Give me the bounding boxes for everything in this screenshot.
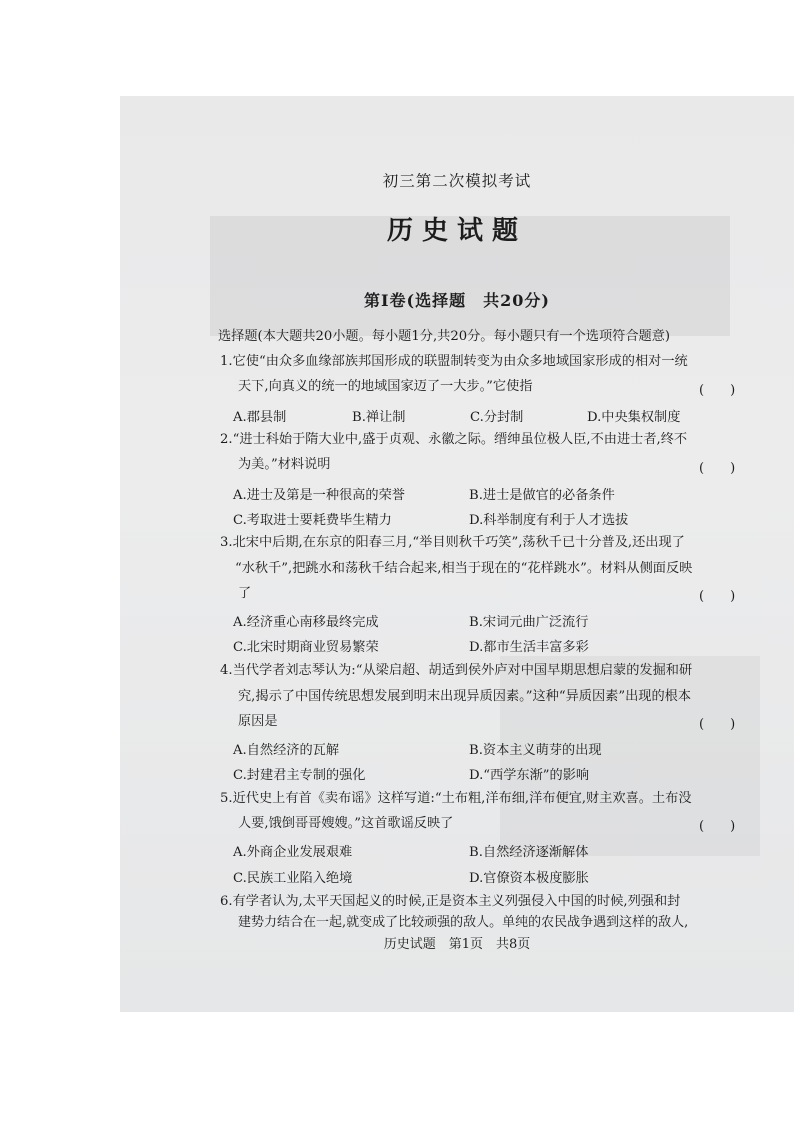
option-5d: D.官僚资本极度膨胀 bbox=[469, 871, 589, 886]
question-1-line-2: 天下,向真义的统一的地域国家迈了一大步。”它使指 bbox=[238, 379, 533, 394]
option-1d: D.中央集权制度 bbox=[587, 410, 681, 425]
exam-page bbox=[120, 96, 794, 1012]
question-5-line-2: 人要,饿倒哥哥嫂嫂。”这首歌谣反映了 bbox=[238, 816, 454, 831]
answer-paren: ( ) bbox=[699, 819, 736, 834]
option-2b: B.进士是做官的必备条件 bbox=[469, 488, 615, 503]
question-4-line-3: 原因是 bbox=[238, 714, 278, 729]
question-3-line-2: “水秋千”,把跳水和荡秋千结合起来,相当于现在的“花样跳水”。材料从侧面反映 bbox=[235, 561, 693, 576]
question-2-line-1: 2.“进士科始于隋大业中,盛于贞观、永徽之际。缙绅虽位极人臣,不由进士者,终不 bbox=[220, 432, 688, 447]
page-footer: 历史试题 第1页 共8页 bbox=[383, 937, 531, 952]
question-6-line-1: 6.有学者认为,太平天国起义的时候,正是资本主义列强侵入中国的时候,列强和封 bbox=[220, 894, 681, 909]
question-2-line-2: 为美。”材料说明 bbox=[238, 457, 331, 472]
option-4b: B.资本主义萌芽的出现 bbox=[469, 743, 602, 758]
question-6-line-2: 建势力结合在一起,就变成了比较顽强的敌人。单纯的农民战争遇到这样的敌人, bbox=[238, 915, 689, 930]
option-1b: B.禅让制 bbox=[352, 410, 406, 425]
option-1c: C.分封制 bbox=[470, 410, 524, 425]
question-3-line-3: 了 bbox=[238, 586, 252, 601]
option-4d: D.“西学东渐”的影响 bbox=[469, 768, 590, 783]
answer-paren: ( ) bbox=[699, 383, 736, 398]
option-2c: C.考取进士要耗费毕生精力 bbox=[233, 513, 392, 528]
option-5b: B.自然经济逐渐解体 bbox=[469, 845, 589, 860]
option-5c: C.民族工业陷入绝境 bbox=[233, 871, 353, 886]
instructions: 选择题(本大题共20小题。每小题1分,共20分。每小题只有一个选项符合题意) bbox=[218, 329, 671, 344]
answer-paren: ( ) bbox=[699, 461, 736, 476]
answer-paren: ( ) bbox=[699, 717, 736, 732]
option-3a: A.经济重心南移最终完成 bbox=[233, 615, 379, 630]
answer-paren: ( ) bbox=[699, 589, 736, 604]
question-1-line-1: 1.它使“由众多血缘部族邦国形成的联盟制转变为由众多地域国家形成的相对一统 bbox=[220, 354, 688, 369]
question-4-line-2: 究,揭示了中国传统思想发展到明末出现异质因素。”这种“异质因素”出现的根本 bbox=[238, 689, 692, 704]
exam-title: 历史试题 bbox=[386, 216, 527, 246]
option-5a: A.外商企业发展艰难 bbox=[233, 845, 353, 860]
option-2d: D.科举制度有利于人才选拔 bbox=[469, 513, 629, 528]
option-3d: D.都市生活丰富多彩 bbox=[469, 640, 589, 655]
option-4a: A.自然经济的瓦解 bbox=[233, 743, 340, 758]
option-3b: B.宋词元曲广泛流行 bbox=[469, 615, 589, 630]
question-5-line-1: 5.近代史上有首《卖布谣》这样写道:“土布粗,洋布细,洋布便宜,财主欢喜。土布没 bbox=[220, 791, 692, 806]
exam-subtitle: 初三第二次模拟考试 bbox=[382, 172, 532, 190]
option-4c: C.封建君主专制的强化 bbox=[233, 768, 366, 783]
question-3-line-1: 3.北宋中后期,在东京的阳春三月,“举目则秋千巧笑”,荡秋千已十分普及,还出现了 bbox=[220, 535, 685, 550]
option-3c: C.北宋时期商业贸易繁荣 bbox=[233, 640, 379, 655]
question-4-line-1: 4.当代学者刘志琴认为:“从梁启超、胡适到侯外庐对中国早期思想启蒙的发掘和研 bbox=[220, 663, 693, 678]
option-2a: A.进士及第是一种很高的荣誉 bbox=[233, 488, 405, 503]
option-1a: A.郡县制 bbox=[233, 410, 287, 425]
section-title: 第Ⅰ卷(选择题 共20分) bbox=[364, 291, 550, 310]
